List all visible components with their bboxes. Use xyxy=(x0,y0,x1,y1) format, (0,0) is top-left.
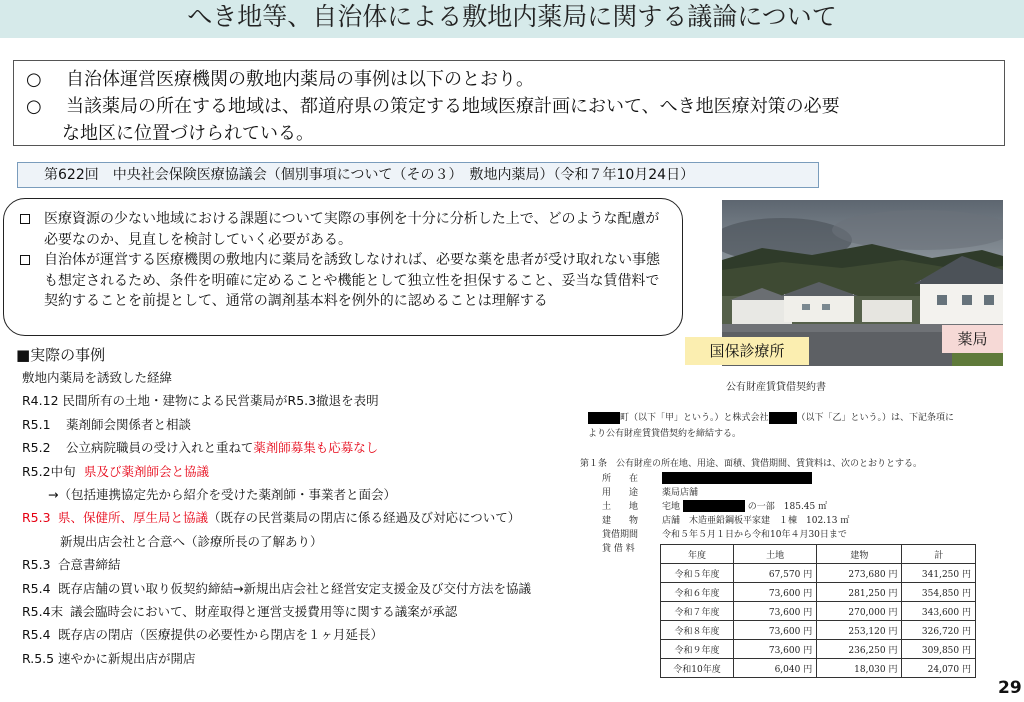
cell: 326,720 円 xyxy=(902,621,976,640)
cell: 73,600 円 xyxy=(734,621,817,640)
cell: 令和８年度 xyxy=(661,621,734,640)
cell: 24,070 円 xyxy=(902,659,976,678)
timeline-date: R.5.5 xyxy=(22,650,55,666)
contract-title: 公有財産賃貸借契約書 xyxy=(726,382,826,393)
note-text: 医療資源の少ない地域における課題について実際の事例を十分に分析した上で、どのような配慮が必要なのか、見直しを検討していく必要がある。 xyxy=(44,211,660,248)
summary-text-1: 自治体運営医療機関の敷地内薬局の事例は以下のとおり。 xyxy=(66,69,534,90)
contract-text: より公有財産賃貸借契約を締結する。 xyxy=(588,429,742,439)
redaction-block xyxy=(683,500,745,512)
cell: 73,600 円 xyxy=(734,640,817,659)
cell: 343,600 円 xyxy=(902,602,976,621)
redaction-block xyxy=(588,412,620,424)
timeline-row xyxy=(22,553,531,576)
redaction-block xyxy=(769,412,797,424)
timeline-row xyxy=(22,600,531,623)
col-header: 年度 xyxy=(661,545,734,564)
cell: 令和10年度 xyxy=(661,659,734,678)
summary-line-1 xyxy=(26,66,992,93)
summary-line-2 xyxy=(26,93,992,120)
field-value: 令和５年５月１日から令和10年４月30日まで xyxy=(662,530,847,540)
timeline-row xyxy=(22,460,531,483)
col-header: 土地 xyxy=(734,545,817,564)
timeline-date: R5.3 xyxy=(22,557,51,573)
cell: 18,030 円 xyxy=(817,659,902,678)
timeline-row xyxy=(22,623,531,646)
field-period xyxy=(602,528,849,542)
col-header: 計 xyxy=(902,545,976,564)
field-key: 所 在 xyxy=(602,474,639,484)
rent-table xyxy=(660,544,976,678)
field-location xyxy=(602,472,849,486)
cell: 73,600 円 xyxy=(734,602,817,621)
timeline-date: R5.2中旬 xyxy=(22,463,76,479)
field-use xyxy=(602,486,849,500)
timeline-row xyxy=(22,436,531,459)
timeline-text: 合意書締結 xyxy=(58,557,121,573)
summary-box xyxy=(13,60,1005,146)
cell: 令和９年度 xyxy=(661,640,734,659)
summary-text-2-cont: な地区に位置づけられている。 xyxy=(62,123,314,144)
timeline-text: 既存店の閉店（医療提供の必要性から閉店を１ヶ月延長） xyxy=(58,627,384,643)
page-title: へき地等、自治体による敷地内薬局に関する議論について xyxy=(0,0,1024,38)
table-row xyxy=(661,659,976,678)
cell: 令和５年度 xyxy=(661,564,734,583)
field-building xyxy=(602,514,849,528)
timeline-date: R5.2 xyxy=(22,440,51,456)
contract-text: 町（以下「甲」という。）と株式会社 xyxy=(620,413,769,423)
field-key: 用 途 xyxy=(602,488,639,498)
timeline xyxy=(22,366,531,670)
square-bullet-icon xyxy=(20,214,30,224)
timeline-date: R5.3 xyxy=(22,510,51,526)
cell: 236,250 円 xyxy=(817,640,902,659)
timeline-date: R5.4 xyxy=(22,580,51,596)
table-row xyxy=(661,583,976,602)
page-number: 29 xyxy=(998,678,1022,698)
note-item xyxy=(18,209,670,250)
field-land xyxy=(602,500,849,514)
circle-bullet: ○ xyxy=(26,69,42,90)
col-header: 建物 xyxy=(817,545,902,564)
timeline-row xyxy=(22,506,531,529)
field-key: 土 地 xyxy=(602,502,639,512)
timeline-highlight: 薬剤師募集も応募なし xyxy=(253,440,379,456)
field-value: 店舗 木造亜鉛鋼板平家建 １棟 102.13 ㎡ xyxy=(662,516,850,526)
timeline-highlight: 県及び薬剤師会と協議 xyxy=(84,463,210,479)
section-heading: ■実際の事例 xyxy=(16,346,106,364)
timeline-row xyxy=(22,483,531,506)
pharmacy-label: 薬局 xyxy=(942,325,1003,353)
timeline-text: 既存店舗の買い取り仮契約締結→新規出店会社と経営安定支援金及び交付方法を協議 xyxy=(58,580,531,596)
cell: 270,000 円 xyxy=(817,602,902,621)
field-key: 貸 借 料 xyxy=(602,544,635,554)
timeline-text: （既存の民営薬局の閉店に係る経過及び対応について） xyxy=(208,510,521,526)
timeline-date: R5.1 xyxy=(22,416,51,432)
field-key: 建 物 xyxy=(602,516,639,526)
contract-paragraph xyxy=(588,410,988,442)
timeline-row xyxy=(22,530,531,553)
table-row xyxy=(661,602,976,621)
note-item xyxy=(18,250,670,312)
timeline-date: R5.4末 xyxy=(22,604,64,620)
timeline-text: 民間所有の土地・建物による民営薬局がR5.3撤退を表明 xyxy=(62,393,379,409)
contract-article: 第１条 公有財産の所在地、用途、面積、貸借期間、賃貸料は、次のとおりとする。 xyxy=(580,459,923,469)
cell: 令和７年度 xyxy=(661,602,734,621)
cell: 253,120 円 xyxy=(817,621,902,640)
timeline-intro: 敷地内薬局を誘致した経緯 xyxy=(22,370,173,385)
notes-box xyxy=(3,198,683,336)
timeline-row xyxy=(22,577,531,600)
field-value: 宅地 xyxy=(662,502,681,512)
timeline-text: 速やかに新規出店が開店 xyxy=(58,650,196,666)
timeline-text: →（包括連携協定先から紹介を受けた薬剤師・事業者と面会） xyxy=(48,487,396,503)
cell: 73,600 円 xyxy=(734,583,817,602)
circle-bullet: ○ xyxy=(26,96,42,117)
note-text: 自治体が運営する医療機関の敷地内に薬局を誘致しなければ、必要な薬を患者が受け取れない事態も想定されるため、条件を明確に定めることや機能として独立性を担保すること、妥当な賃借料で契約することを前提として、通常の調剤基本料を例外的に認めることは理解する xyxy=(44,252,660,309)
lease-contract-scan xyxy=(576,372,976,675)
cell: 273,680 円 xyxy=(817,564,902,583)
timeline-row xyxy=(22,647,531,670)
rent-table-header xyxy=(661,545,976,564)
contract-text: （以下「乙」という。）は、下記条項に xyxy=(796,413,955,423)
clinic-label: 国保診療所 xyxy=(685,337,809,365)
timeline-row xyxy=(22,413,531,436)
cell: 令和６年度 xyxy=(661,583,734,602)
field-key: 貸借期間 xyxy=(602,530,639,540)
timeline-text: 議会臨時会において、財産取得と運営支援費用等に関する議案が承認 xyxy=(70,604,458,620)
field-value: 薬局店舗 xyxy=(662,488,699,498)
timeline-text: 公立病院職員の受け入れと重ねて xyxy=(66,440,254,456)
timeline-text: 薬剤師会関係者と相談 xyxy=(66,416,192,432)
field-value: の一部 185.45 ㎡ xyxy=(747,502,828,512)
timeline-text: 新規出店会社と合意へ（診療所長の了解あり） xyxy=(60,533,323,549)
summary-text-2: 当該薬局の所在する地域は、都道府県の策定する地域医療計画において、へき地医療対策の必要 xyxy=(66,96,840,117)
table-row xyxy=(661,640,976,659)
redaction-block xyxy=(662,472,812,484)
cell: 67,570 円 xyxy=(734,564,817,583)
cell: 6,040 円 xyxy=(734,659,817,678)
cell: 341,250 円 xyxy=(902,564,976,583)
timeline-date: R5.4 xyxy=(22,627,51,643)
cell: 354,850 円 xyxy=(902,583,976,602)
table-row xyxy=(661,564,976,583)
square-bullet-icon xyxy=(20,255,30,265)
timeline-date: R4.12 xyxy=(22,393,59,409)
cell: 309,850 円 xyxy=(902,640,976,659)
timeline-highlight: 県、保健所、厚生局と協議 xyxy=(58,510,209,526)
meeting-reference: 第622回 中央社会保険医療協議会（個別事項について（その３） 敷地内薬局）（令和７年10月24日） xyxy=(17,162,819,188)
timeline-row xyxy=(22,389,531,412)
cell: 281,250 円 xyxy=(817,583,902,602)
table-row xyxy=(661,621,976,640)
